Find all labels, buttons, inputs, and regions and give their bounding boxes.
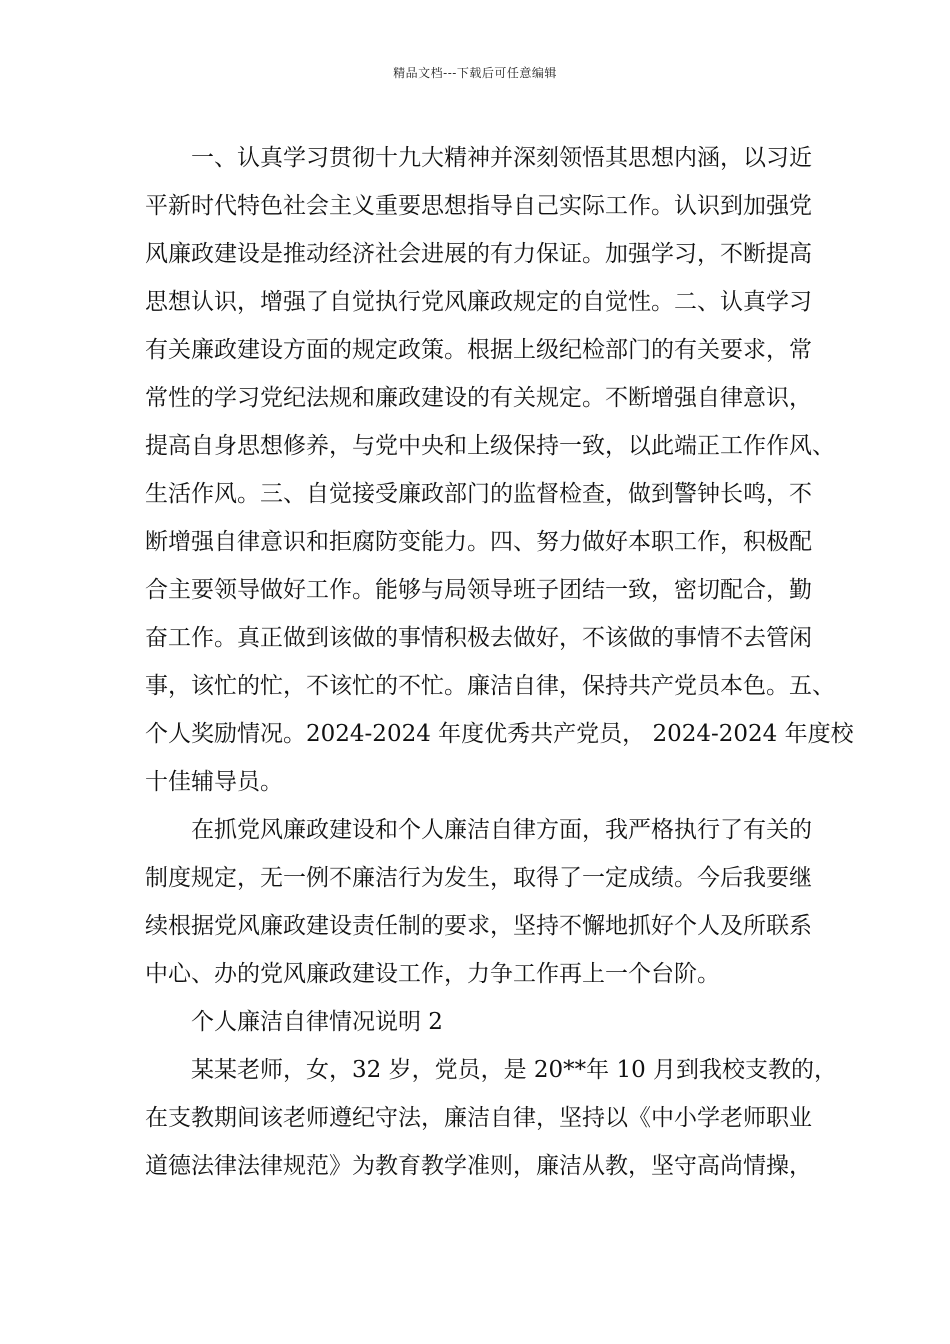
paragraph-line: 某某老师，女，32 岁，党员，是 20**年 10 月到我校支教的，: [191, 1057, 838, 1083]
paragraph-line: 平新时代特色社会主义重要思想指导自己实际工作。认识到加强党: [145, 193, 812, 219]
paragraph-line: 合主要领导做好工作。能够与局领导班子团结一致，密切配合，勤: [145, 577, 812, 603]
paragraph-line: 一、认真学习贯彻十九大精神并深刻领悟其思想内涵，以习近: [191, 145, 812, 171]
paragraph-line: 道德法律法律规范》为教育教学准则，廉洁从教，坚守高尚情操，: [145, 1153, 812, 1179]
paragraph-line: 续根据党风廉政建设责任制的要求，坚持不懈地抓好个人及所联系: [145, 913, 812, 939]
paragraph-line: 提高自身思想修养，与党中央和上级保持一致，以此端正工作作风、: [145, 433, 835, 459]
paragraph-line: 中心、办的党风廉政建设工作，力争工作再上一个台阶。: [145, 961, 720, 987]
paragraph-line: 断增强自律意识和拒腐防变能力。四、努力做好本职工作，积极配: [145, 529, 812, 555]
paragraph-line: 制度规定，无一例不廉洁行为发生，取得了一定成绩。今后我要继: [145, 865, 812, 891]
paragraph-1: [145, 134, 854, 806]
paragraph-line: 思想认识，增强了自觉执行党风廉政规定的自觉性。二、认真学习: [145, 289, 812, 315]
document-body: [145, 134, 854, 1190]
paragraph-line: 十佳辅导员。: [145, 769, 283, 795]
paragraph-line: 风廉政建设是推动经济社会进展的有力保证。加强学习，不断提高: [145, 241, 812, 267]
paragraph-line: 在支教期间该老师遵纪守法，廉洁自律，坚持以《中小学老师职业: [145, 1105, 812, 1131]
paragraph-line: 生活作风。三、自觉接受廉政部门的监督检查，做到警钟长鸣，不: [145, 481, 812, 507]
paragraph-3: [145, 1046, 838, 1190]
paragraph-line: 在抓党风廉政建设和个人廉洁自律方面，我严格执行了有关的: [191, 817, 812, 843]
section-title: 个人廉洁自律情况说明 2: [191, 1009, 443, 1035]
paragraph-line: 个人奖励情况。2024-2024 年度优秀共产党员， 2024-2024 年度校: [145, 721, 854, 747]
paragraph-2: [145, 806, 817, 998]
paragraph-line: 常性的学习党纪法规和廉政建设的有关规定。不断增强自律意识，: [145, 385, 812, 411]
paragraph-line: 奋工作。真正做到该做的事情积极去做好，不该做的事情不去管闲: [145, 625, 812, 651]
paragraph-line: 有关廉政建设方面的规定政策。根据上级纪检部门的有关要求，常: [145, 337, 812, 363]
paragraph-line: 事，该忙的忙，不该忙的不忙。廉洁自律，保持共产党员本色。五、: [145, 673, 835, 699]
header-note: 精品文档---下载后可任意编辑: [393, 66, 557, 80]
